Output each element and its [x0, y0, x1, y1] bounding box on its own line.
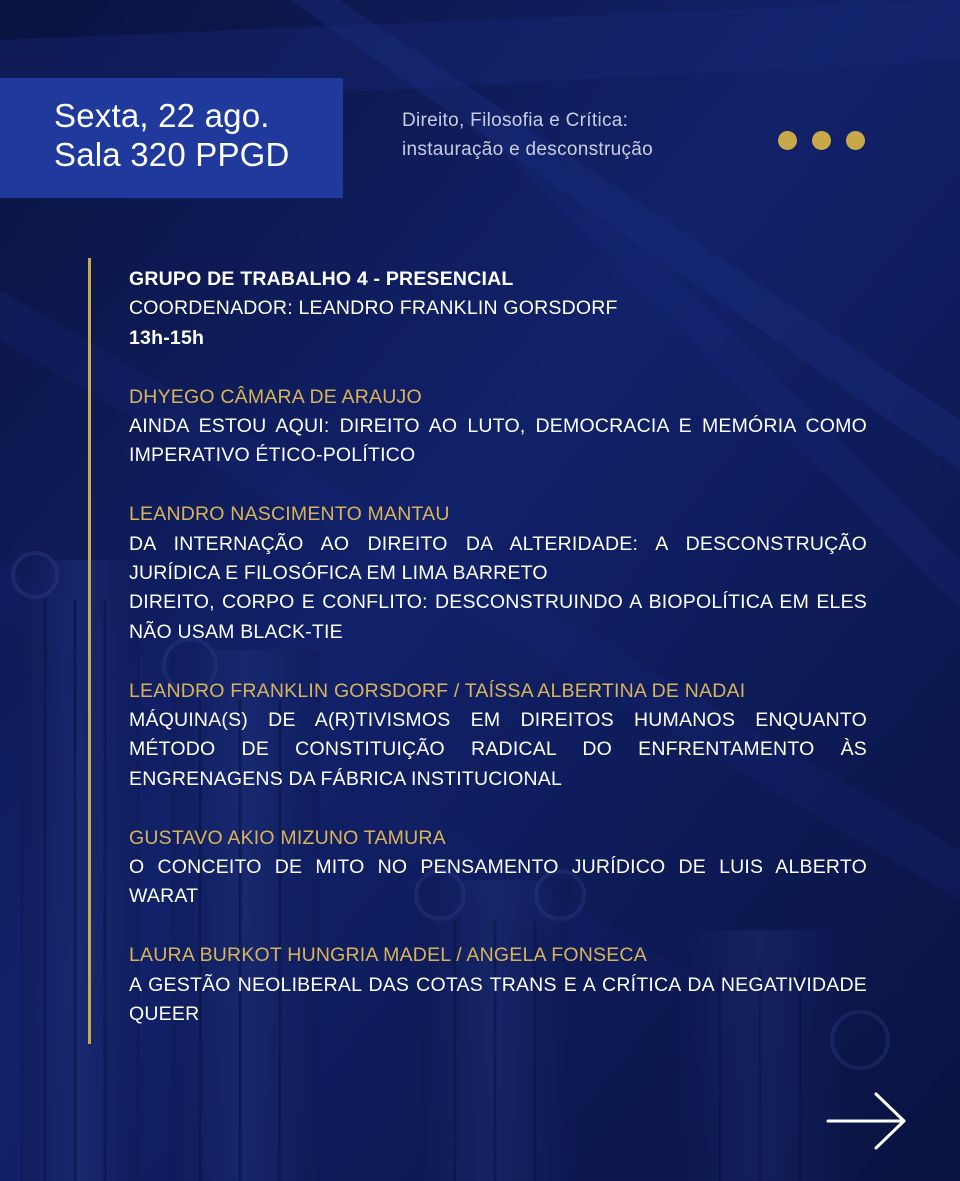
presentation-title: DIREITO, CORPO E CONFLITO: DESCONSTRUINDO A BIOPOLÍTICA EM ELES NÃO USAM BLACK-TIE: [129, 591, 867, 643]
presentation-title: MÁQUINA(S) DE A(R)TIVISMOS EM DIREITOS HUMANOS ENQUANTO MÉTODO DE CONSTITUIÇÃO RADICAL DO ENFRENTAMENTO ÀS ENGRENAGENS DA FÁBRICA INSTITUCIONAL: [129, 709, 867, 790]
presentation-title: DA INTERNAÇÃO AO DIREITO DA ALTERIDADE: A DESCONSTRUÇÃO JURÍDICA E FILOSÓFICA EM LIMA BARRETO: [129, 532, 867, 585]
presenter-name: LEANDRO FRANKLIN GORSDORF / TAÍSSA ALBERTINA DE NADAI: [129, 679, 746, 702]
presentation-title: AINDA ESTOU AQUI: DIREITO AO LUTO, DEMOCRACIA E MEMÓRIA COMO IMPERATIVO ÉTICO-POLÍTICO: [129, 415, 867, 467]
dot: [778, 131, 797, 150]
presentation-item: [129, 383, 867, 471]
group-heading: GRUPO DE TRABALHO 4 - PRESENCIAL: [129, 268, 514, 290]
presentation-item: [129, 824, 867, 912]
more-dots-icon: [778, 131, 865, 150]
time-label: 13h-15h: [129, 326, 205, 349]
presentation-title: A GESTÃO NEOLIBERAL DAS COTAS TRANS E A CRÍTICA DA NEGATIVIDADE QUEER: [129, 973, 867, 1026]
subtitle-line-1: Direito, Filosofia e Crítica:: [402, 110, 629, 131]
presentation-title: O CONCEITO DE MITO NO PENSAMENTO JURÍDICO DE LUIS ALBERTO WARAT: [129, 856, 867, 908]
room-label: Sala 320 PPGD: [54, 136, 290, 173]
coordinator-label: COORDENADOR: LEANDRO FRANKLIN GORSDORF: [129, 297, 618, 320]
presenter-name: GUSTAVO AKIO MIZUNO TAMURA: [129, 826, 446, 849]
presentation-item: [129, 677, 867, 795]
dot: [846, 131, 865, 150]
date-box: [0, 78, 343, 198]
presenter-name: LAURA BURKOT HUNGRIA MADEL / ANGELA FONSECA: [129, 944, 647, 967]
accent-vertical-line: [88, 258, 91, 1044]
presenter-name: LEANDRO NASCIMENTO MANTAU: [129, 503, 450, 526]
presentation-item: [129, 500, 867, 647]
presentation-item: [129, 941, 867, 1029]
event-subtitle: [402, 106, 653, 164]
date-label: Sexta, 22 ago.: [54, 97, 270, 134]
subtitle-line-2: instauração e desconstrução: [402, 139, 654, 160]
dot: [812, 131, 831, 150]
presenter-name: DHYEGO CÂMARA DE ARAUJO: [129, 385, 422, 408]
schedule-content: [129, 265, 867, 1029]
arrow-right-icon[interactable]: [826, 1092, 908, 1150]
